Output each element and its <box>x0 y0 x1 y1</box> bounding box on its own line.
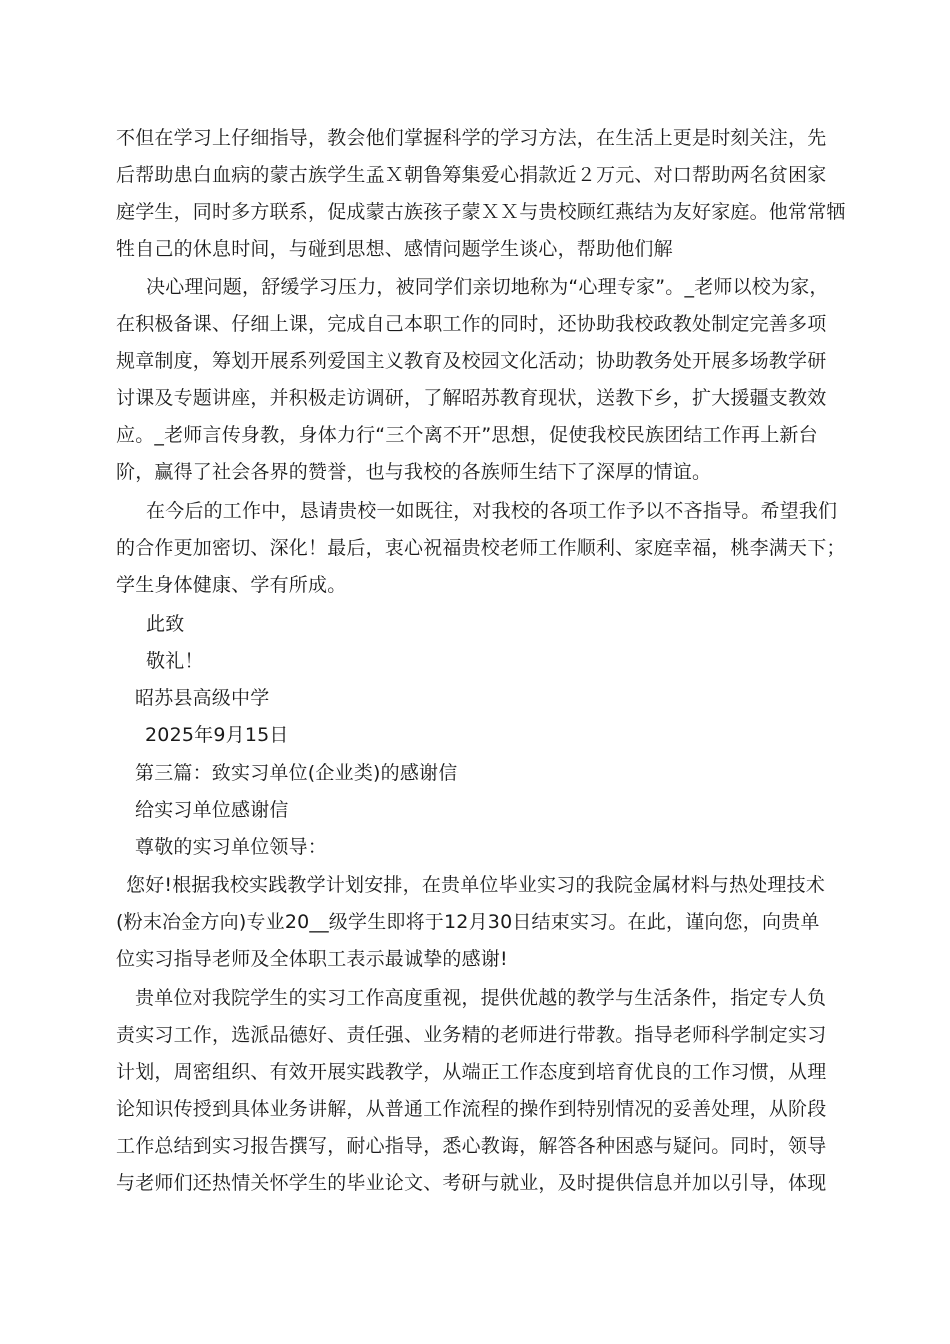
paragraph-line: (粉末冶金方向)专业20__级学生即将于12月30日结束实习。在此，谨向您，向贵单 <box>116 911 820 933</box>
paragraph-line: 牲自己的休息时间，与碰到思想、感情问题学生谈心，帮助他们解 <box>116 238 673 260</box>
paragraph-line: 贵单位对我院学生的实习工作高度重视，提供优越的教学与生活条件，指定专人负 <box>135 987 827 1009</box>
paragraph-line: 计划，周密组织、有效开展实践教学，从端正工作态度到培育优良的工作习惯，从理 <box>116 1061 827 1083</box>
paragraph-line: 不但在学习上仔细指导，教会他们掌握科学的学习方法，在生活上更是时刻关注，先 <box>116 127 827 149</box>
paragraph-line: 在积极备课、仔细上课，完成自己本职工作的同时，还协助我校政教处制定完善多项 <box>116 313 827 335</box>
paragraph-line: 决心理问题，舒缓学习压力，被同学们亲切地称为“心理专家”。_老师以校为家， <box>146 276 829 298</box>
paragraph-line: 讨课及专题讲座，并积极走访调研，了解昭苏教育现状，送教下乡，扩大援疆支教效 <box>116 387 827 409</box>
paragraph-line: 责实习工作，选派品德好、责任强、业务精的老师进行带教。指导老师科学制定实习 <box>116 1024 827 1046</box>
date-line: 2025年9月15日 <box>145 724 289 746</box>
paragraph-line: 庭学生，同时多方联系，促成蒙古族孩子蒙ＸＸ与贵校顾红燕结为友好家庭。他常常牺 <box>116 201 846 223</box>
letter-title: 给实习单位感谢信 <box>135 799 289 821</box>
signature-line: 昭苏县高级中学 <box>135 687 270 709</box>
section-heading: 第三篇：致实习单位(企业类)的感谢信 <box>135 762 458 784</box>
paragraph-line: 阶，赢得了社会各界的赞誉，也与我校的各族师生结下了深厚的情谊。 <box>116 461 712 483</box>
paragraph-line: 您好!根据我校实践教学计划安排，在贵单位毕业实习的我院金属材料与热处理技术 <box>126 874 826 896</box>
paragraph-line: 论知识传授到具体业务讲解，从普通工作流程的操作到特别情况的妥善处理，从阶段 <box>116 1098 827 1120</box>
paragraph-line: 规章制度，筹划开展系列爱国主义教育及校园文化活动；协助教务处开展多场教学研 <box>116 350 827 372</box>
paragraph-line: 位实习指导老师及全体职工表示最诚挚的感谢! <box>116 948 508 970</box>
paragraph-line: 与老师们还热情关怀学生的毕业论文、考研与就业，及时提供信息并加以引导，体现 <box>116 1172 827 1194</box>
paragraph-line: 的合作更加密切、深化！最后，衷心祝福贵校老师工作顺利、家庭幸福，桃李满天下； <box>116 537 846 559</box>
paragraph-line: 工作总结到实习报告撰写，耐心指导，悉心教诲，解答各种困惑与疑问。同时，领导 <box>116 1135 827 1157</box>
paragraph-line: 应。_老师言传身教，身体力行“三个离不开”思想，促使我校民族团结工作再上新台 <box>116 424 818 446</box>
salutation: 尊敬的实习单位领导： <box>135 836 328 858</box>
closing-line: 敬礼！ <box>146 650 204 672</box>
paragraph-line: 在今后的工作中，恳请贵校一如既往，对我校的各项工作予以不吝指导。希望我们 <box>146 500 838 522</box>
closing-line: 此致 <box>146 613 185 635</box>
paragraph-line: 学生身体健康、学有所成。 <box>116 574 347 596</box>
paragraph-line: 后帮助患白血病的蒙古族学生孟Ｘ朝鲁筹集爱心捐款近２万元、对口帮助两名贫困家 <box>116 164 827 186</box>
